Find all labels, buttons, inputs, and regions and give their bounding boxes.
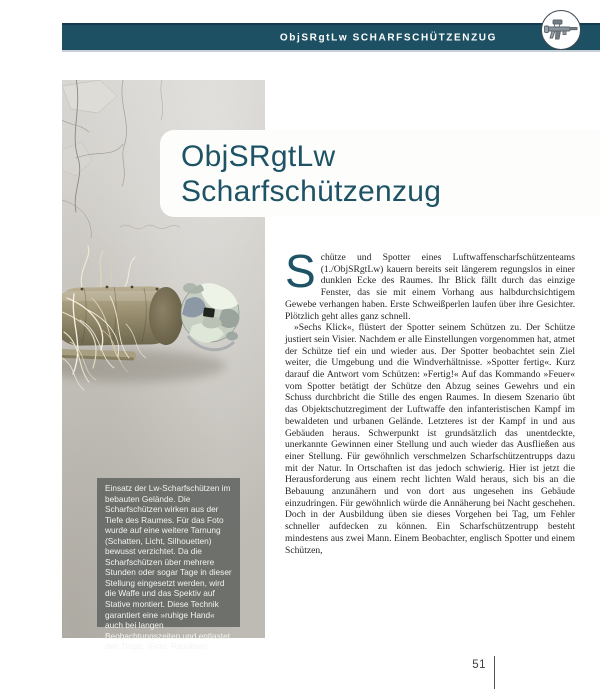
paragraph-1 [285,245,575,322]
title-line-2: Scharfschützenzug [181,175,442,208]
unit-badge [541,10,581,50]
footer-divider [494,656,495,689]
paragraph-2: »Sechs Klick«, flüstert der Spotter seinem Schützen zu. Der Schütze justiert sein Visier. Nachdem er alle Einstellungen vorgenommen hat, atmet der Schütze tief ein und wieder aus. Der Spotter beobachtet sein Ziel weiter, die Umgebung und die Windverhältnisse. »Spotter fertig«. Kurz darauf die Antwort vom Schützen: »Fertig!« Auf das Kommando »Feuer« vom Spotter betätigt der Schütze den Abzug seines Gewehrs und ein Schuss durchbricht die Stille des engen Raumes. In diesem Szenario übt das Objektschutzregiment der Luftwaffe den infanteristischen Kampf im bewaldeten und urbanen Gelände. Letzteres ist der Kampf in und aus Gebäuden heraus. Schwerpunkt ist grundsätzlich das unentdeckte, unerkannte Gewinnen einer Stellung und auch wieder das Ausfließen aus einer Stellung. Für gewöhnlich verschmelzen Scharfschützentrupps dazu mit der Natur. In Ortschaften ist das jedoch schwierig. Hier ist jetzt die Herausforderung aus einem recht lichten Wald heraus, sich bis an die Bebauung anzunähern und von dort aus ungesehen ins Gebäude einzudringen. Für gewöhnlich würde die Annäherung bei Nacht geschehen. Doch in der Ausbildung üben sie dieses Vorgehen bei Tag, um Fehler schneller aufdecken zu können. Ein Scharfschützentrupp besteht mindestens aus zwei Mann. Einem Beobachter, englisch Spotter und einem Schützen, [285,322,575,556]
page-title [160,130,600,209]
header-bar [62,23,600,50]
sniper-rifle-icon [544,15,578,45]
page-number: 51 [472,659,486,671]
header-kicker: ObjSRgtLw SCHARFSCHÜTZENZUG [279,32,497,43]
paragraph-1-text: chütze und Spotter eines Luftwaffenscharfschützenteams (1./ObjSRgtLw) kauern bereits seit längerem regungslos in einer dunklen Ecke des Raumes. Ihr Blick fällt durch das einzige Fenster, das sie mit einem Vorhang aus halbdurchsichtigem Gewebe verhangen haben. Erste Schweißperlen laufen über ihre Gesichter. Plötzlich geht alles ganz schnell. [285,252,575,322]
drop-cap: S [285,245,316,297]
article-body [285,245,575,556]
title-line-1: ObjSRgtLw [181,140,336,173]
photo-caption: Einsatz der Lw-Scharfschützen im bebauten Gelände. Die Scharfschützen wirken aus der Tiefe des Raumes. Für das Foto wurde auf eine weitere Tarnung (Schatten, Licht, Silhouetten) bewusst verzichtet. Da die Scharfschützen über mehrere Stunden oder sogar Tage in dieser Stellung eingesetzt werden, wird die Waffe und das Spektiv auf Stative montiert. Diese Technik garantiert eine »ruhige Hand« auch bei langen Beobachtungszeiten und entlastet den Trupp. (Foto: Rastätter) [97,478,240,627]
title-box [160,130,600,217]
